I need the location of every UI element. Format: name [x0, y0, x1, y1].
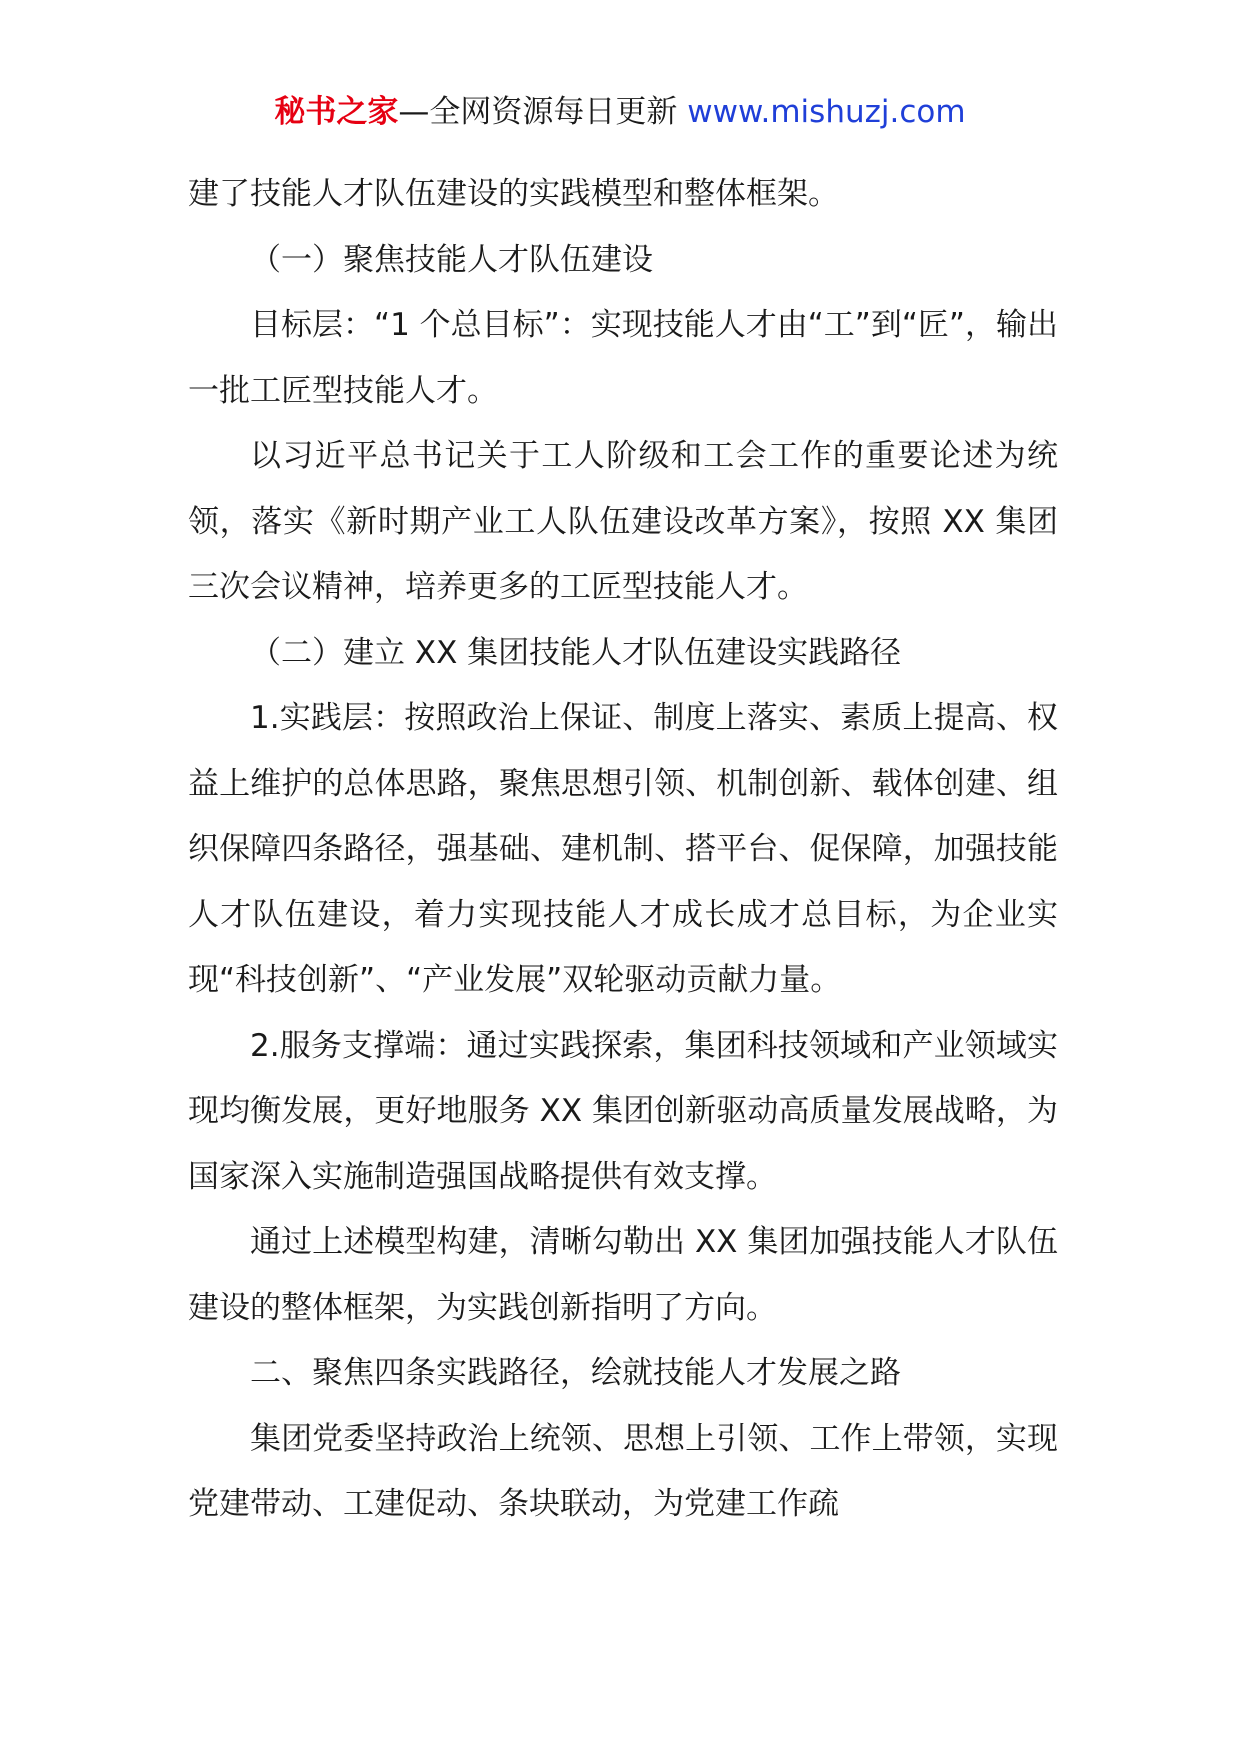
paragraph-goal-layer: 目标层：“1 个总目标”：实现技能人才由“工”到“匠”，输出一批工匠型技能人才。 [188, 307, 1058, 409]
paragraph-service-support: 2.服务支撑端：通过实践探索，集团科技领域和产业领域实现均衡发展，更好地服务 XX 集团创新驱动高质量发展战略，为国家深入实施制造强国战略提供有效支撑。 [188, 1027, 1058, 1195]
document-body [188, 162, 1058, 1538]
brand-name: 秘书之家 [274, 94, 399, 130]
paragraph-framework-summary: 通过上述模型构建，清晰勾勒出 XX 集团加强技能人才队伍建设的整体框架，为实践创新指明了方向。 [188, 1224, 1058, 1326]
section-heading-1: （一）聚焦技能人才队伍建设 [250, 241, 653, 278]
section-heading-2: （二）建立 XX 集团技能人才队伍建设实践路径 [250, 634, 902, 671]
chapter-heading-2: 二、聚焦四条实践路径，绘就技能人才发展之路 [250, 1355, 901, 1391]
paragraph-practice-layer: 1.实践层：按照政治上保证、制度上落实、素质上提高、权益上维护的总体思路，聚焦思想引领、机制创新、载体创建、组织保障四条路径，强基础、建机制、搭平台、促保障，加强技能人才队伍建设，着力实现技能人才成长成才总目标，为企业实现“科技创新”、“产业发展”双轮驱动贡献力量。 [188, 700, 1058, 998]
site-header [0, 92, 1240, 132]
paragraph-continuation: 建了技能人才队伍建设的实践模型和整体框架。 [188, 176, 839, 212]
paragraph-party-committee: 集团党委坚持政治上统领、思想上引领、工作上带领，实现党建带动、工建促动、条块联动，为党建工作疏 [188, 1420, 1058, 1522]
site-url-link[interactable]: www.mishuzj.com [687, 94, 966, 130]
header-slogan: —全网资源每日更新 [398, 94, 678, 130]
paragraph-guideline: 以习近平总书记关于工人阶级和工会工作的重要论述为统领，落实《新时期产业工人队伍建设改革方案》，按照 XX 集团三次会议精神，培养更多的工匠型技能人才。 [188, 438, 1058, 605]
